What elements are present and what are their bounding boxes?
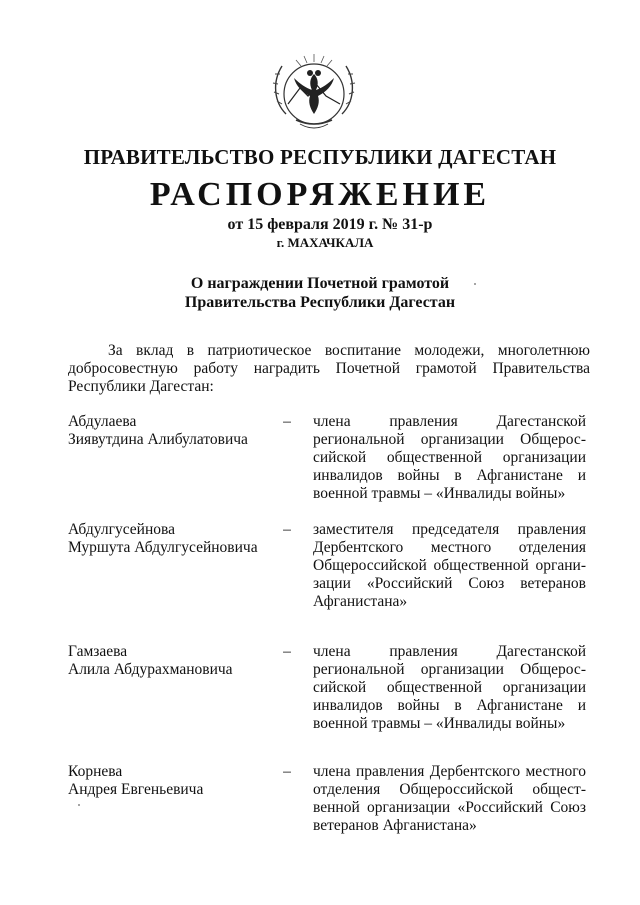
awardee-surname: Абдулгусейнова <box>68 521 175 538</box>
awardee-given-names: Муршута Абдулгусейновича <box>68 539 258 556</box>
awardee-position: члена правления Дагестанской региональной организации Общероссийской общественной организации инвалидов войны в Афганистане и военной травмы – «Инвалиды войны» <box>313 643 586 732</box>
scan-speck <box>78 804 80 806</box>
awardee-name <box>68 521 268 557</box>
awardee-given-names: Алила Абдурахмановича <box>68 661 233 678</box>
awardee-entry <box>68 643 590 733</box>
subject-line-1: О награждении Почетной грамотой <box>190 275 450 292</box>
awardee-given-names: Андрея Евгеньевича <box>68 781 204 798</box>
awardee-name <box>68 413 268 449</box>
awardee-name <box>68 643 268 679</box>
awardee-position: члена правления Дербентского местного отделения Общероссийской общественной организации «Российский Союз ветеранов Афганистана» <box>313 763 586 834</box>
scan-speck <box>474 283 476 285</box>
entry-dash: – <box>283 763 291 780</box>
entry-dash: – <box>283 521 291 538</box>
awardee-list <box>68 413 590 835</box>
awardee-entry <box>68 521 590 611</box>
document-subject <box>0 274 640 312</box>
awardee-entry <box>68 763 590 835</box>
subject-line-2: Правительства Республики Дагестан <box>184 294 456 311</box>
document-city: г. МАХАЧКАЛА <box>276 235 374 250</box>
awardee-position: заместителя председателя правления Дербентского местного отделения Общероссийской общественной организации «Российский Союз ветеранов Афганистана» <box>313 521 586 610</box>
entry-dash: – <box>283 643 291 660</box>
entry-dash: – <box>283 413 291 430</box>
document-date-number: от 15 февраля 2019 г. № 31-р <box>227 216 433 233</box>
awardee-surname: Гамзаева <box>68 643 128 660</box>
government-title: ПРАВИТЕЛЬСТВО РЕСПУБЛИКИ ДАГЕСТАН <box>83 145 557 169</box>
awardee-surname: Абдулаева <box>68 413 137 430</box>
awardee-given-names: Зиявутдина Алибулатовича <box>68 431 248 448</box>
dagestan-coat-of-arms-icon <box>266 44 362 140</box>
awardee-entry <box>68 413 590 503</box>
awardee-surname: Корнева <box>68 763 123 780</box>
awardee-position: члена правления Дагестанской региональной организации Общероссийской общественной организации инвалидов войны в Афганистане и военной травмы – «Инвалиды войны» <box>313 413 586 502</box>
document-type: РАСПОРЯЖЕНИЕ <box>149 176 491 213</box>
awardee-name <box>68 763 268 799</box>
intro-paragraph: За вклад в патриотическое воспитание молодежи, многолетнюю добросовестную работу наградить Почетной грамотой Правительства Республики Дагестан: <box>68 342 590 395</box>
